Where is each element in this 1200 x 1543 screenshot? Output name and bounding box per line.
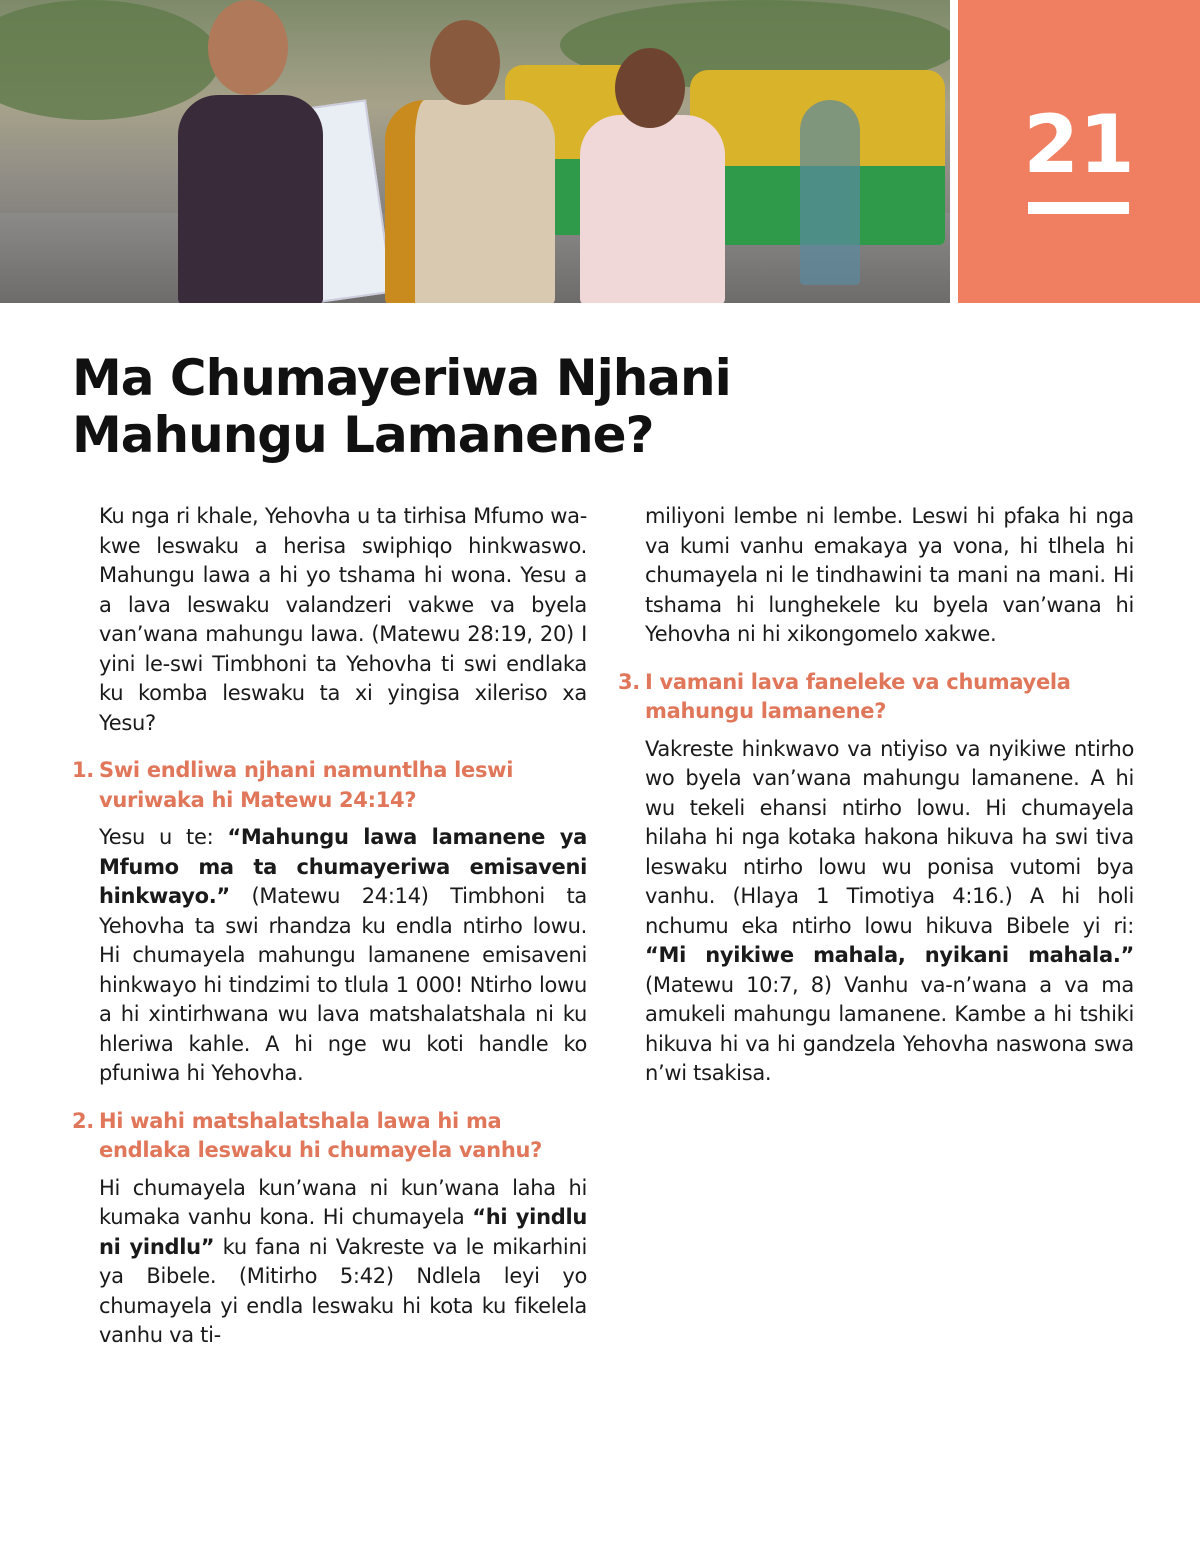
question-1: [72, 756, 587, 815]
question-number: 2.: [72, 1108, 94, 1133]
question-2: [72, 1107, 587, 1166]
text: Hi chumayela kun’wana ni kun’wana laha hi kumaka vanhu kona. Hi chumayela: [99, 1175, 587, 1229]
question-3: [618, 668, 1134, 727]
person-head: [615, 48, 685, 128]
question-number: 3.: [618, 669, 640, 694]
person: [580, 115, 725, 303]
tree: [0, 0, 220, 120]
scripture-quote: “Mahungu lawa lamanene ya Mfumo ma ta chumayeriwa emisaveni hinkwayo.”: [99, 825, 587, 908]
title-line: Ma Chumayeriwa Njhani: [72, 349, 731, 407]
lesson-number-badge: [958, 0, 1200, 303]
answer-2-continued: miliyoni lembe ni lembe. Leswi hi pfaka hi nga va kumi vanhu emakaya ya vona, hi tlhela hi chumayela ni le tindhawini ta mani na mani. Hi tshama hi lunghekele ku byela van’wana hi Yehovha ni hi xikongomelo xakwe.: [645, 504, 1134, 646]
passerby: [800, 100, 860, 285]
page-title: [72, 350, 1072, 464]
question-text: Hi wahi matshalatshala lawa hi ma endlaka leswaku hi chumayela vanhu?: [99, 1108, 542, 1162]
text: Vakreste hinkwavo va ntiyiso va nyikiwe ntirho wo byela van’wana mahungu lamanene. A hi wu tekeli ehansi ntirho lowu. Hi chumayela hilaha hi nga kotaka hakona hikuva ha swi tiva leswaku ntirho lowu wu ponisa vutomi bya vanhu. (Hlaya 1 Timotiya 4:16.) A hi holi nchumu eka ntirho lowu hikuva Bibele yi ri:: [645, 736, 1134, 938]
person-head: [208, 0, 288, 95]
title-line: Mahungu Lamanene?: [72, 406, 654, 464]
question-number: 1.: [72, 758, 94, 782]
text: ku fana ni Vakreste va le mikarhini ya Bibele. (Mitirho 5:42) Ndlela leyi yo chumayela yi endla leswaku hi kota ku fikelela vanhu va ti-: [99, 1234, 587, 1347]
text: Yesu u te:: [99, 825, 228, 849]
lesson-number: 21: [1023, 98, 1135, 191]
intro-paragraph: Ku nga ri khale, Yehovha u ta tirhisa Mfumo wa-kwe leswaku a herisa swiphiqo hinkwaswo. Mahungu lawa a hi yo tshama hi wona. Yesu a a lava leswaku valandzeri vakwe va byela van’wana mahungu lawa. (Matewu 28:19, 20) I yini le-swi Timbhoni ta Yehovha ti swi endlaka ku komba leswaku ta xi yingisa xileriso xa Yesu?: [99, 504, 587, 735]
text: (Matewu 10:7, 8) Vanhu va-n’wana a va ma amukeli mahungu lamanene. Kambe a hi tshiki hikuva hi va hi gandzela Yehovha naswona swa n’wi tsakisa.: [645, 972, 1134, 1085]
person: [385, 100, 555, 303]
underline: [1028, 202, 1129, 214]
answer-2: [99, 1174, 587, 1351]
person: [178, 95, 323, 303]
answer-1: [99, 823, 587, 1089]
scripture-quote: “hi yindlu ni yindlu”: [99, 1205, 587, 1259]
answer-3: [645, 735, 1134, 1089]
left-column: [72, 502, 587, 1369]
question-text: I vamani lava faneleke va chumayela mahungu lamanene?: [645, 669, 1071, 723]
person-head: [430, 20, 500, 105]
question-text: Swi endliwa njhani namuntlha leswi vuriwaka hi Matewu 24:14?: [99, 758, 514, 812]
right-column: [618, 502, 1134, 1107]
text: (Matewu 24:14) Timbhoni ta Yehovha ta swi rhandza ku endla ntirho lowu. Hi chumayela mahungu lamanene emisaveni hinkwayo hi tindzimi to tlula 1 000! Ntirho lowu a hi xintirhwana wu lava matshalatshala ni ku hleriwa kahle. A hi nge wu koti handle ko pfuniwa hi Yehovha.: [99, 884, 587, 1085]
header-photo: [0, 0, 950, 303]
scripture-quote: “Mi nyikiwe mahala, nyikani mahala.”: [645, 943, 1134, 967]
